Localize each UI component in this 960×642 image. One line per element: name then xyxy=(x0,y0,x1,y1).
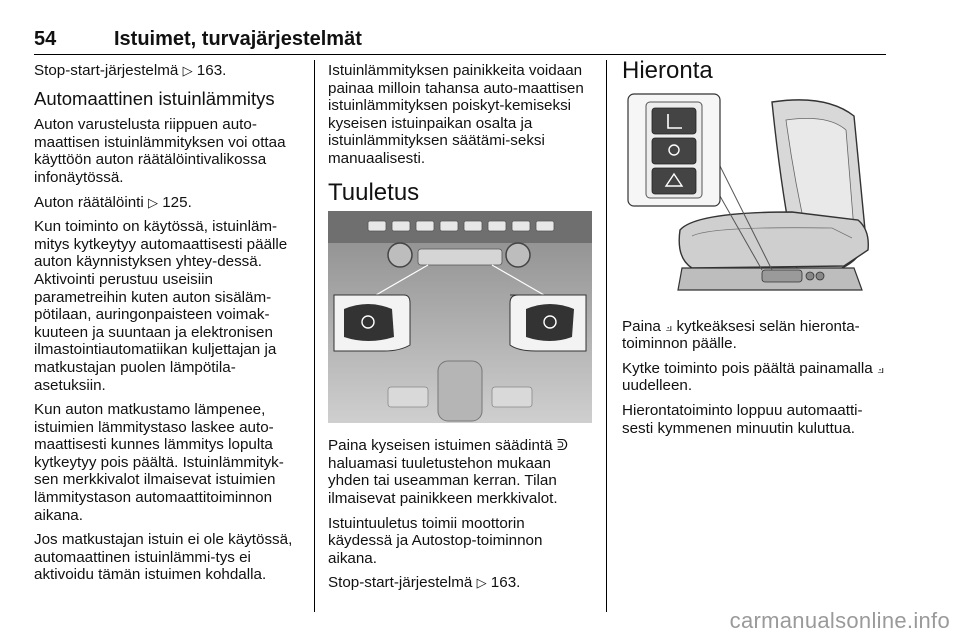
heading-ventilation: Tuuletus xyxy=(328,178,420,206)
seat-massage-icon: ⟓ xyxy=(665,317,673,335)
seat-ventilation-icon: ᕲ xyxy=(556,437,569,455)
paragraph: Jos matkustajan istuin ei ole käytössä, automaattinen istuinlämmi-tys ei aktivoidu tämän istuimen kohdalla. xyxy=(34,531,293,584)
paragraph: Kun auton matkustamo lämpenee, istuimien lämmitystaso laskee auto-maattisesti kunnes lämmitys lopulta kytkeytyy pois päältä. Istuinlämmityk-sen merkkivalot ilmaisevat istuimien lämmitystason automaattitoiminnon aikana. xyxy=(34,401,284,524)
heading-automatic-seat-heating: Automaattinen istuinlämmitys xyxy=(34,87,275,109)
column-1 xyxy=(34,62,296,591)
watermark: carmanualsonline.info xyxy=(729,608,950,633)
section-title: Istuimet, turvajärjestelmät xyxy=(114,28,362,50)
page-number: 54 xyxy=(34,28,57,50)
page-ref-arrow-icon: ▷ xyxy=(476,575,487,591)
paragraph: Hierontatoiminto loppuu automaatti-sesti kymmenen minuutin kuluttua. xyxy=(622,401,863,437)
page-ref-arrow-icon: ▷ xyxy=(148,194,158,210)
stopstart-ref-paragraph: Stop-start-järjestelmä ▷ 163. xyxy=(34,62,227,79)
ventilation-instruction: Paina kyseisen istuimen säädintä ᕲ haluamasi tuuletustehon mukaan yhden tai useamman kerran. Tilan ilmaisevat painikkeen merkkivalot. xyxy=(328,437,569,507)
massage-instruction-off: Kytke toiminto pois päältä painamalla ⟓ uudelleen. xyxy=(622,359,885,395)
stopstart-ref-paragraph: Stop-start-järjestelmä ▷ 163. xyxy=(328,574,521,592)
paragraph: Auton varustelusta riippuen auto-maattisen istuinlämmityksen voi ottaa käyttöön auton räätälöintivalikossa infonäytössä. xyxy=(34,116,286,186)
massage-seat-illustration xyxy=(622,90,886,302)
page-header xyxy=(34,26,886,55)
paragraph: Istuintuuletus toimii moottorin käydessä ja Autostop-toiminnon aikana. xyxy=(328,514,543,567)
column-2 xyxy=(328,62,592,599)
paragraph: Istuinlämmityksen painikkeita voidaan painaa milloin tahansa auto-maattisen istuinlämmityksen poiskyt-kemiseksi kyseisen istuinpaikan osalta ja istuinlämmityksen säätämi-seksi manuaalisesti. xyxy=(328,62,584,167)
massage-instruction-on: Paina ⟓ kytkeäksesi selän hieronta-toiminnon päälle. xyxy=(622,317,860,353)
heading-massage: Hieronta xyxy=(622,57,713,84)
paragraph: Kun toiminto on käytössä, istuinläm-mitys kytkeytyy automaattisesti päälle auton käynnistyksen yhtey-dessä. Aktivointi perustuu useisiin parametreihin kuten auton sisäläm-pötilaan, auringonpaisteen voimak-kuuteen ja suuntaan ja elektronisen ilmastointiautomatiikan kuljettajan ja matkustajan puolen lämpötila-asetuksiin. xyxy=(34,218,288,394)
column-divider-2 xyxy=(606,60,607,612)
ventilation-controls-illustration xyxy=(328,211,592,423)
page-ref-arrow-icon: ▷ xyxy=(182,63,193,78)
column-3 xyxy=(622,57,888,444)
seat-massage-icon: ⟓ xyxy=(876,359,885,377)
customisation-ref-paragraph: Auton räätälöinti ▷ 125. xyxy=(34,193,192,211)
column-divider-1 xyxy=(314,60,315,612)
